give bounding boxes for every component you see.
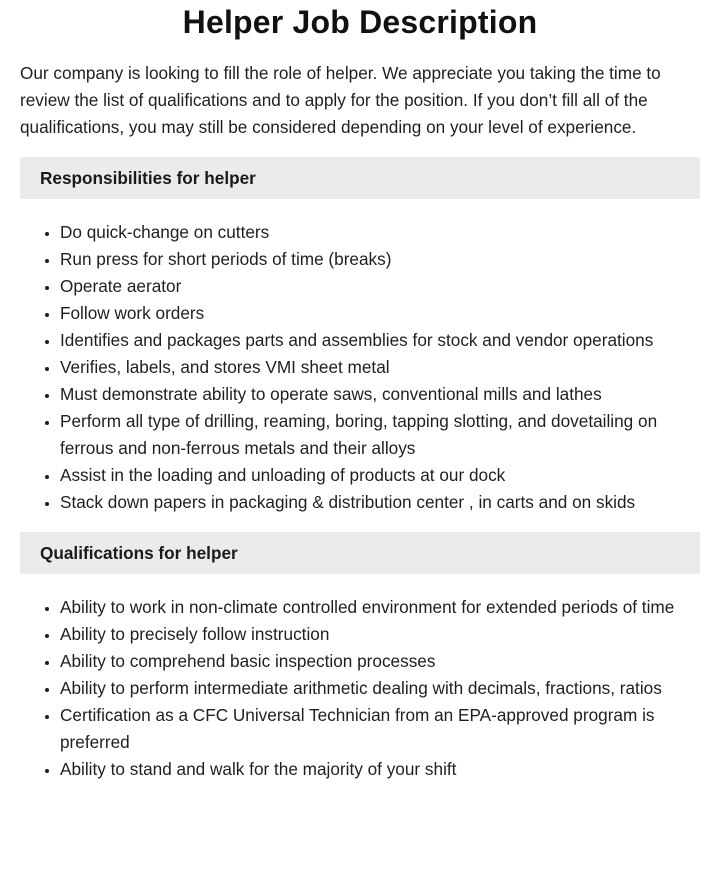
responsibility-item: • Stack down papers in packaging & distribution center , in carts and on skids bbox=[60, 489, 700, 516]
qualification-item: • Ability to work in non-climate controlled environment for extended periods of time bbox=[60, 594, 700, 621]
responsibility-item: • Verifies, labels, and stores VMI sheet metal bbox=[60, 354, 700, 381]
responsibilities-heading: Responsibilities for helper bbox=[20, 157, 700, 199]
intro-paragraph: Our company is looking to fill the role of helper. We appreciate you taking the time to review the list of qualifications and to apply for the position. If you don’t fill all of the qualifications, you may still be considered depending on your level of experience. bbox=[20, 63, 661, 137]
qualifications-list bbox=[20, 594, 700, 783]
responsibility-item: • Perform all type of drilling, reaming, boring, tapping slotting, and dovetailing on ferrous and non-ferrous metals and their alloys bbox=[60, 408, 700, 462]
responsibility-item: • Do quick-change on cutters bbox=[60, 219, 700, 246]
responsibility-item: • Run press for short periods of time (breaks) bbox=[60, 246, 700, 273]
qualifications-heading: Qualifications for helper bbox=[20, 532, 700, 574]
responsibility-item: • Operate aerator bbox=[60, 273, 700, 300]
page-title: Helper Job Description bbox=[182, 4, 538, 40]
responsibility-item: • Identifies and packages parts and assemblies for stock and vendor operations bbox=[60, 327, 700, 354]
responsibilities-list bbox=[20, 219, 700, 516]
qualification-item: • Ability to perform intermediate arithmetic dealing with decimals, fractions, ratios bbox=[60, 675, 700, 702]
responsibility-item: • Must demonstrate ability to operate saws, conventional mills and lathes bbox=[60, 381, 700, 408]
qualification-item: • Ability to stand and walk for the majority of your shift bbox=[60, 756, 700, 783]
responsibility-item: • Follow work orders bbox=[60, 300, 700, 327]
responsibility-item: • Assist in the loading and unloading of products at our dock bbox=[60, 462, 700, 489]
qualification-item: • Certification as a CFC Universal Technician from an EPA-approved program is preferred bbox=[60, 702, 700, 756]
qualification-item: • Ability to comprehend basic inspection processes bbox=[60, 648, 700, 675]
qualification-item: • Ability to precisely follow instruction bbox=[60, 621, 700, 648]
